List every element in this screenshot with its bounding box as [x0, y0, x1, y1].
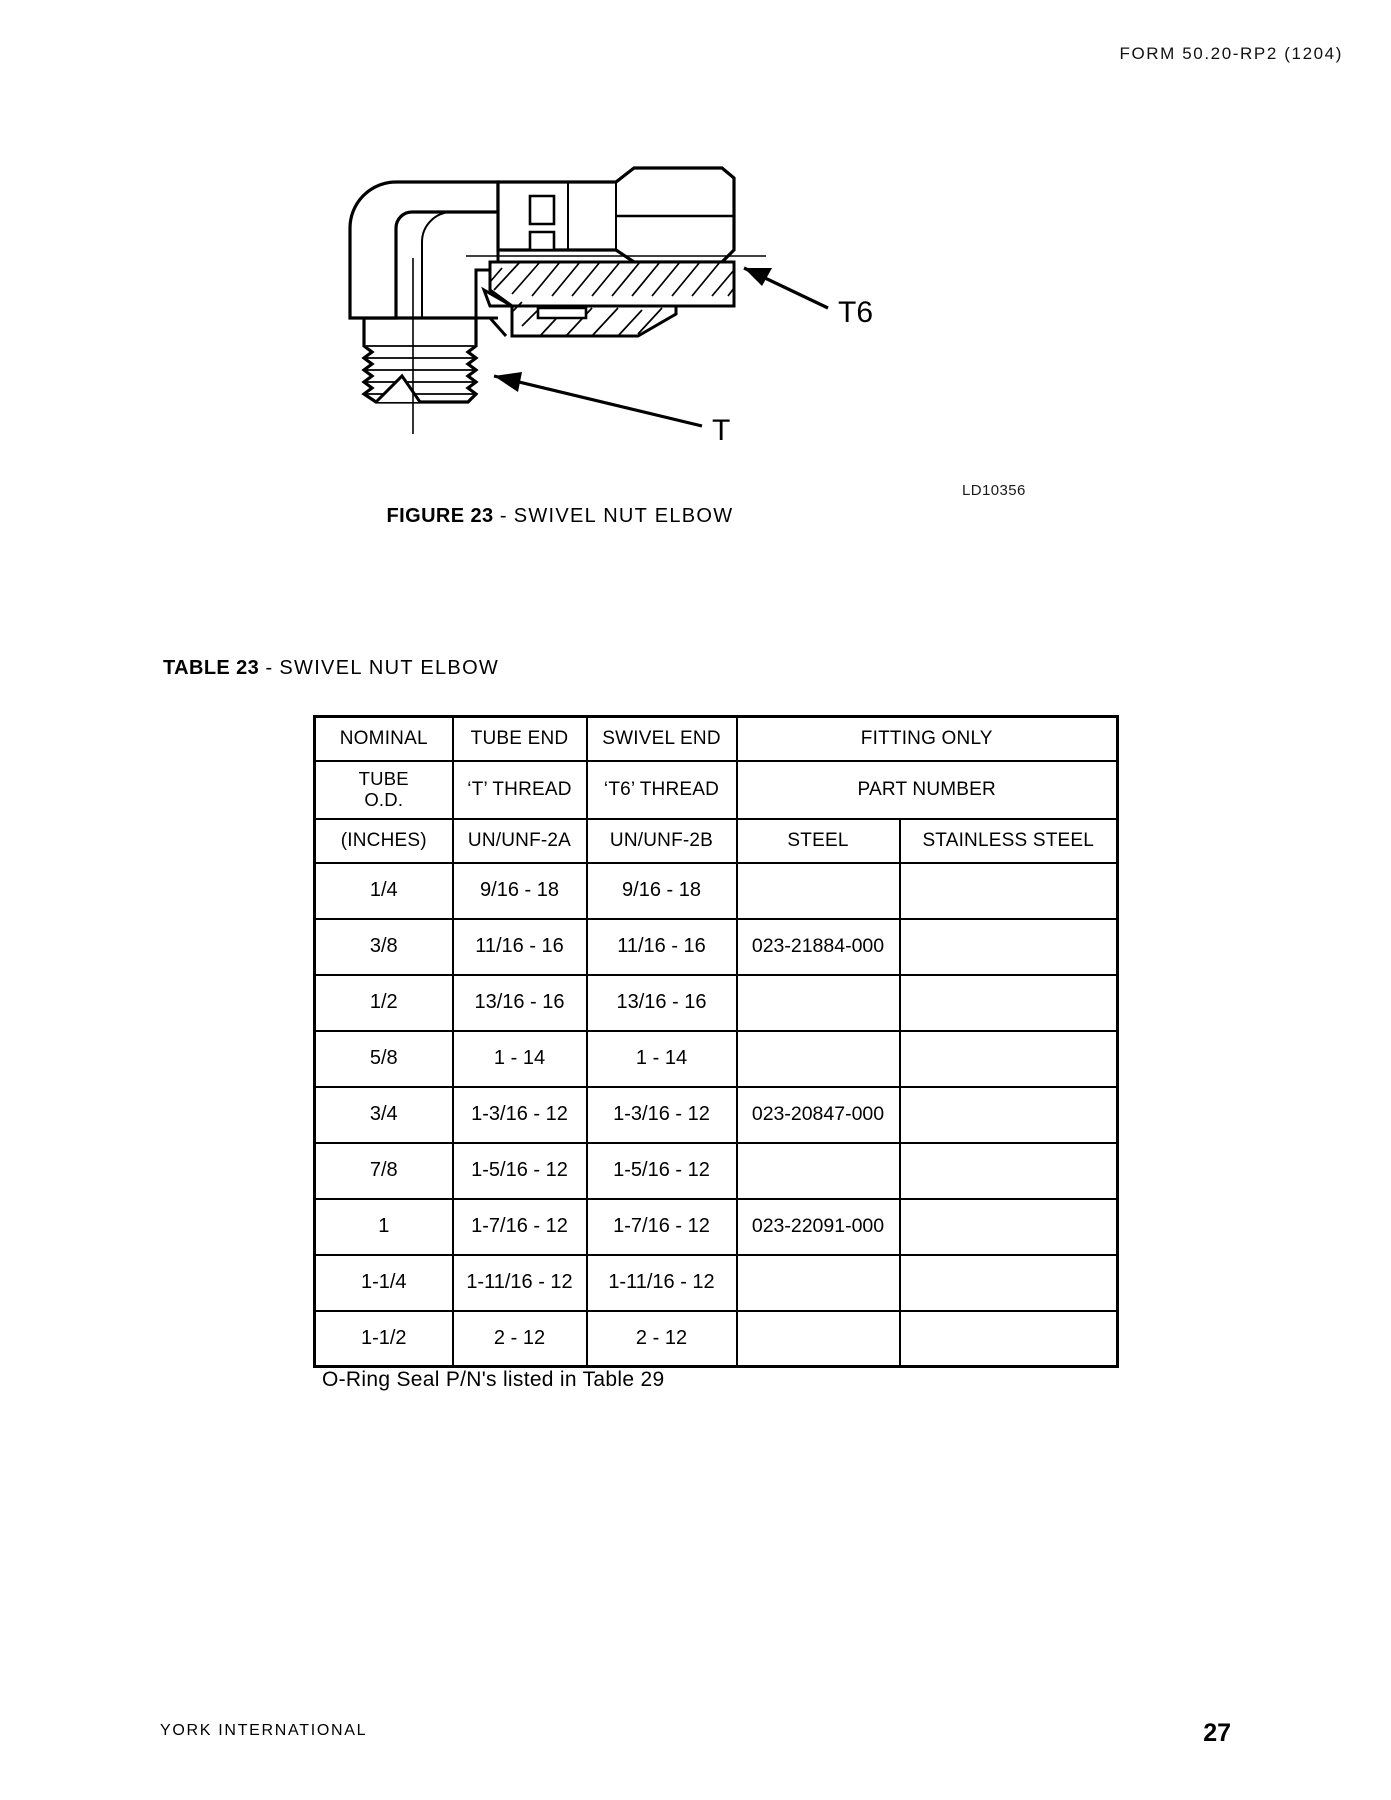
- table-head: [315, 717, 1118, 863]
- header-row-units: [315, 819, 1118, 863]
- cell-stainless-part-number: [900, 863, 1118, 919]
- cell-t-thread: 1-11/16 - 12: [453, 1255, 587, 1311]
- cell-t-thread: 1 - 14: [453, 1031, 587, 1087]
- table-caption: [163, 657, 499, 680]
- swivel-nut-elbow-drawing: [316, 150, 1076, 450]
- cell-steel-part-number: [737, 1255, 900, 1311]
- table-row: [315, 919, 1118, 975]
- cell-nominal-od: 1-1/4: [315, 1255, 453, 1311]
- cell-t6-thread: 9/16 - 18: [587, 863, 737, 919]
- table-row: [315, 1311, 1118, 1367]
- cell-t6-thread: 13/16 - 16: [587, 975, 737, 1031]
- footer-company-name: YORK INTERNATIONAL: [160, 1722, 368, 1739]
- form-code-header: FORM 50.20-RP2 (1204): [1119, 44, 1343, 63]
- figure-caption: [0, 505, 1120, 528]
- header-tube-od-line1: TUBE: [358, 767, 409, 789]
- figure-title: SWIVEL NUT ELBOW: [513, 505, 734, 527]
- header-tube-od-line2: O.D.: [364, 788, 404, 810]
- callout-label-t6: T6: [837, 296, 873, 329]
- cell-t6-thread: 1 - 14: [587, 1031, 737, 1087]
- cell-t-thread: 1-3/16 - 12: [453, 1087, 587, 1143]
- header-steel: STEEL: [737, 819, 900, 863]
- table-caption-separator: -: [259, 657, 280, 679]
- figure-number: FIGURE 23: [386, 505, 494, 527]
- header-tube-end: TUBE END: [453, 717, 587, 761]
- cell-t6-thread: 1-3/16 - 12: [587, 1087, 737, 1143]
- cell-t6-thread: 1-11/16 - 12: [587, 1255, 737, 1311]
- header-t-thread: ‘T’ THREAD: [453, 761, 587, 819]
- cell-stainless-part-number: [900, 1199, 1118, 1255]
- cell-nominal-od: 1/2: [315, 975, 453, 1031]
- table-row: [315, 1087, 1118, 1143]
- cell-stainless-part-number: [900, 1255, 1118, 1311]
- cell-t-thread: 9/16 - 18: [453, 863, 587, 919]
- header-inches: (INCHES): [315, 819, 453, 863]
- header-part-number: PART NUMBER: [737, 761, 1118, 819]
- cell-steel-part-number: 023-22091-000: [737, 1199, 900, 1255]
- cell-stainless-part-number: [900, 1031, 1118, 1087]
- header-nominal: NOMINAL: [315, 717, 453, 761]
- cell-t6-thread: 1-7/16 - 12: [587, 1199, 737, 1255]
- header-t6-thread: ‘T6’ THREAD: [587, 761, 737, 819]
- cell-stainless-part-number: [900, 975, 1118, 1031]
- header-row-subcategory: [315, 761, 1118, 819]
- cell-t-thread: 13/16 - 16: [453, 975, 587, 1031]
- header-stainless-steel: STAINLESS STEEL: [900, 819, 1118, 863]
- cell-nominal-od: 5/8: [315, 1031, 453, 1087]
- cell-steel-part-number: [737, 863, 900, 919]
- figure-illustration: [0, 150, 1391, 470]
- cell-stainless-part-number: [900, 919, 1118, 975]
- table-row: [315, 975, 1118, 1031]
- swivel-nut-elbow-spec-table: [313, 715, 1119, 1368]
- cell-t-thread: 1-5/16 - 12: [453, 1143, 587, 1199]
- cell-t-thread: 1-7/16 - 12: [453, 1199, 587, 1255]
- figure-caption-separator: -: [493, 505, 514, 527]
- header-un-unf-2b: UN/UNF-2B: [587, 819, 737, 863]
- cell-stainless-part-number: [900, 1143, 1118, 1199]
- header-fitting-only: FITTING ONLY: [737, 717, 1118, 761]
- table-title-text: SWIVEL NUT ELBOW: [279, 657, 500, 679]
- cell-nominal-od: 1: [315, 1199, 453, 1255]
- table-row: [315, 1199, 1118, 1255]
- cell-t6-thread: 11/16 - 16: [587, 919, 737, 975]
- cell-nominal-od: 3/8: [315, 919, 453, 975]
- cell-steel-part-number: [737, 1031, 900, 1087]
- drawing-reference-code: LD10356: [962, 482, 1026, 499]
- header-un-unf-2a: UN/UNF-2A: [453, 819, 587, 863]
- oring-seal-footnote: O-Ring Seal P/N's listed in Table 29: [322, 1368, 665, 1391]
- header-tube-od: [315, 761, 453, 819]
- header-row-category: [315, 717, 1118, 761]
- cell-t-thread: 2 - 12: [453, 1311, 587, 1367]
- cell-stainless-part-number: [900, 1311, 1118, 1367]
- cell-t6-thread: 2 - 12: [587, 1311, 737, 1367]
- callout-label-t: T: [711, 414, 730, 447]
- cell-steel-part-number: 023-20847-000: [737, 1087, 900, 1143]
- table-row: [315, 1255, 1118, 1311]
- cell-steel-part-number: 023-21884-000: [737, 919, 900, 975]
- cell-steel-part-number: [737, 1311, 900, 1367]
- cell-t6-thread: 1-5/16 - 12: [587, 1143, 737, 1199]
- cell-steel-part-number: [737, 975, 900, 1031]
- cell-nominal-od: 7/8: [315, 1143, 453, 1199]
- header-swivel-end: SWIVEL END: [587, 717, 737, 761]
- table-row: [315, 1031, 1118, 1087]
- cell-stainless-part-number: [900, 1087, 1118, 1143]
- table-row: [315, 1143, 1118, 1199]
- table-number: TABLE 23: [163, 657, 260, 679]
- footer-page-number: 27: [1203, 1719, 1231, 1747]
- cell-nominal-od: 1/4: [315, 863, 453, 919]
- cell-nominal-od: 3/4: [315, 1087, 453, 1143]
- cell-steel-part-number: [737, 1143, 900, 1199]
- specification-table-container: [313, 715, 1119, 1368]
- table-body: [315, 863, 1118, 1367]
- table-row: [315, 863, 1118, 919]
- cell-t-thread: 11/16 - 16: [453, 919, 587, 975]
- cell-nominal-od: 1-1/2: [315, 1311, 453, 1367]
